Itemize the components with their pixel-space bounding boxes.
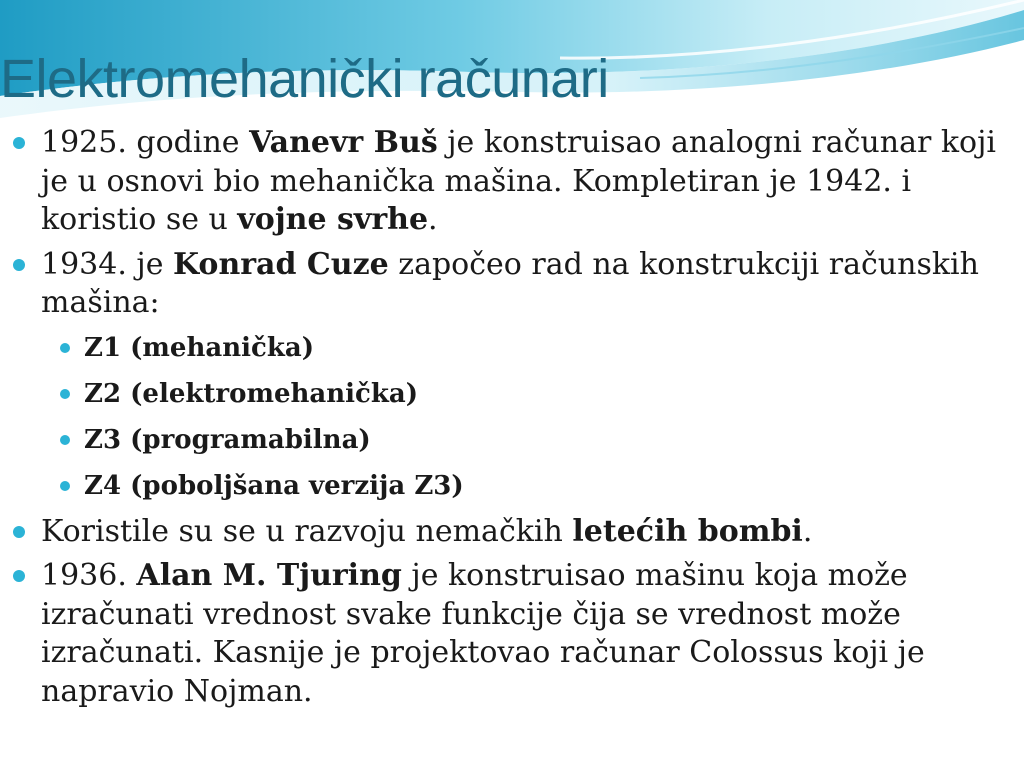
- list-item: Koristile su se u razvoju nemačkih letećih bombi.: [0, 513, 1024, 552]
- bullet-dot-icon: [60, 343, 70, 353]
- list-item: 1934. je Konrad Cuze započeo rad na konstrukciji računskih mašina:: [0, 246, 1024, 323]
- bullet-list: [0, 124, 1024, 717]
- bullet-dot-icon: [60, 435, 70, 445]
- sub-list-item: Z1 (mehanička): [0, 329, 1024, 367]
- list-item: 1925. godine Vanevr Buš je konstruisao analogni računar koji je u osnovi bio mehanička mašina. Kompletiran je 1942. i koristio se u vojne svrhe.: [0, 124, 1024, 240]
- person-name: Alan M. Tjuring: [136, 558, 402, 593]
- list-item: 1936. Alan M. Tjuring je konstruisao mašinu koja može izračunati vrednost svake funkcije čija se vrednost može izračunati. Kasnije je projektovao računar Colossus koji je napravio Nojman.: [0, 557, 1024, 711]
- bullet-dot-icon: [13, 526, 25, 538]
- sub-list-item: Z4 (poboljšana verzija Z3): [0, 467, 1024, 505]
- emphasis: letećih bombi: [572, 513, 803, 549]
- bullet-dot-icon: [13, 259, 25, 271]
- slide-title: Elektromehanički računari: [0, 49, 609, 109]
- person-name: Vanevr Buš: [249, 125, 438, 160]
- sub-list-item: Z2 (elektromehanička): [0, 375, 1024, 413]
- bullet-dot-icon: [13, 570, 25, 582]
- person-name: Konrad Cuze: [173, 246, 389, 282]
- sub-list-item: Z3 (programabilna): [0, 421, 1024, 459]
- bullet-dot-icon: [60, 389, 70, 399]
- bullet-dot-icon: [13, 137, 25, 149]
- bullet-dot-icon: [60, 481, 70, 491]
- emphasis: vojne svrhe: [237, 202, 429, 237]
